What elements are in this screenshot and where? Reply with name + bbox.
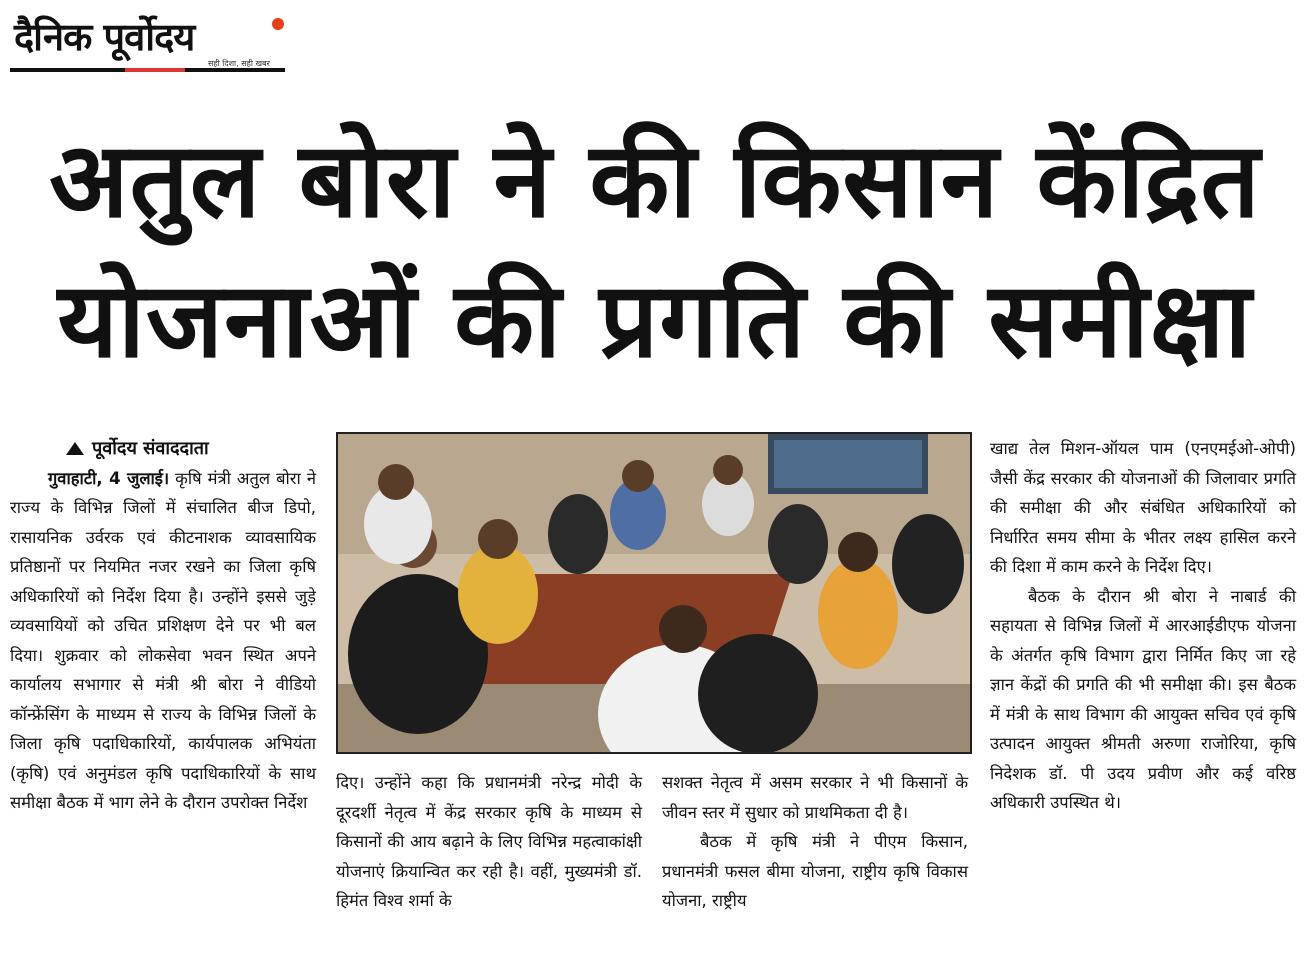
article-headline [40,110,1270,390]
column-1-body [10,464,316,818]
headline-line-1: अतुल बोरा ने की किसान केंद्रित [49,119,1261,241]
article-column-4 [990,434,1296,818]
column-4-text: खाद्य तेल मिशन-ऑयल पाम (एनएमईओ-ओपी) जैसी केंद्र सरकार की योजनाओं की जिलावार प्रगति की समीक्षा की और संबंधित अधिकारियों को निर्धारित समय सीमा के भीतर लक्ष्य हासिल करने की दिशा में काम करने के निर्देश दिए। [990,439,1296,576]
newspaper-logo: दैनिक पूर्वोदय [14,15,195,59]
column-3-text: सशक्त नेतृत्व में असम सरकार ने भी किसानों के जीवन स्तर में सुधार को प्राथमिकता दी है। [662,773,968,822]
meeting-photo [336,432,972,754]
logo-dot-icon [272,18,284,30]
article-column-3 [662,768,968,916]
column-3-paragraph-2: बैठक में कृषि मंत्री ने पीएम किसान, प्रधानमंत्री फसल बीमा योजना, राष्ट्रीय कृषि विकास योजना, राष्ट्रीय [662,832,968,910]
triangle-icon [66,442,84,455]
column-4-paragraph-2: बैठक के दौरान श्री बोरा ने नाबार्ड की सहायता से विभिन्न जिलों में आरआईडीएफ योजना के अंतर्गत कृषि विभाग द्वारा निर्मित किए जा रहे ज्ञान केंद्रों की प्रगति की भी समीक्षा की। इस बैठक में मंत्री के साथ विभाग की आयुक्त सचिव एवं कृषि उत्पादन आयुक्त श्रीमती अरुणा राजोरिया, कृषि निदेशक डॉ. पी उदय प्रवीण और कई वरिष्ठ अधिकारी उपस्थित थे। [990,586,1296,812]
column-2-text: दिए। उन्होंने कहा कि प्रधानमंत्री नरेन्द्र मोदी के दूरदर्शी नेतृत्व में केंद्र सरकार कृषि के माध्यम से किसानों की आय बढ़ाने के लिए विभिन्न महत्वाकांक्षी योजनाएं क्रियान्वित कर रही है। वहीं, मुख्यमंत्री डॉ. हिमंत विश्व शर्मा के [336,773,642,910]
byline: पूर्वोदय संवाददाता [66,434,316,464]
dateline: गुवाहाटी, 4 जुलाई। [48,468,170,488]
headline-line-2: योजनाओं की प्रगति की समीक्षा [57,259,1253,381]
article-column-1 [10,434,316,818]
column-1-text: कृषि मंत्री अतुल बोरा ने राज्य के विभिन्न जिलों में संचालित बीज डिपो, रासायनिक उर्वरक एवं कीटनाशक व्यावसायिक प्रतिष्ठानों पर नियमित नजर रखने का जिला कृषि अधिकारियों को निर्देश दिया है। उन्होंने इससे जुड़े व्यवसायियों को उचित प्रशिक्षण देने पर भी बल दिया। शुक्रवार को लोकसेवा भवन स्थित अपने कार्यालय सभागार से मंत्री श्री बोरा ने वीडियो कॉन्फ्रेंसिंग के माध्यम से राज्य के विभिन्न जिलों के जिला कृषि पदाधिकारियों, कार्यपालक अभियंता (कृषि) एवं अनुमंडल कृषि पदाधिकारियों के साथ समीक्षा बैठक में भाग लेने के दौरान उपरोक्त निर्देश [10,468,316,812]
masthead-rule-accent [125,68,185,72]
article-column-2 [336,768,642,916]
newspaper-tagline: सही दिशा, सही खबर [208,59,270,68]
masthead [10,4,290,74]
